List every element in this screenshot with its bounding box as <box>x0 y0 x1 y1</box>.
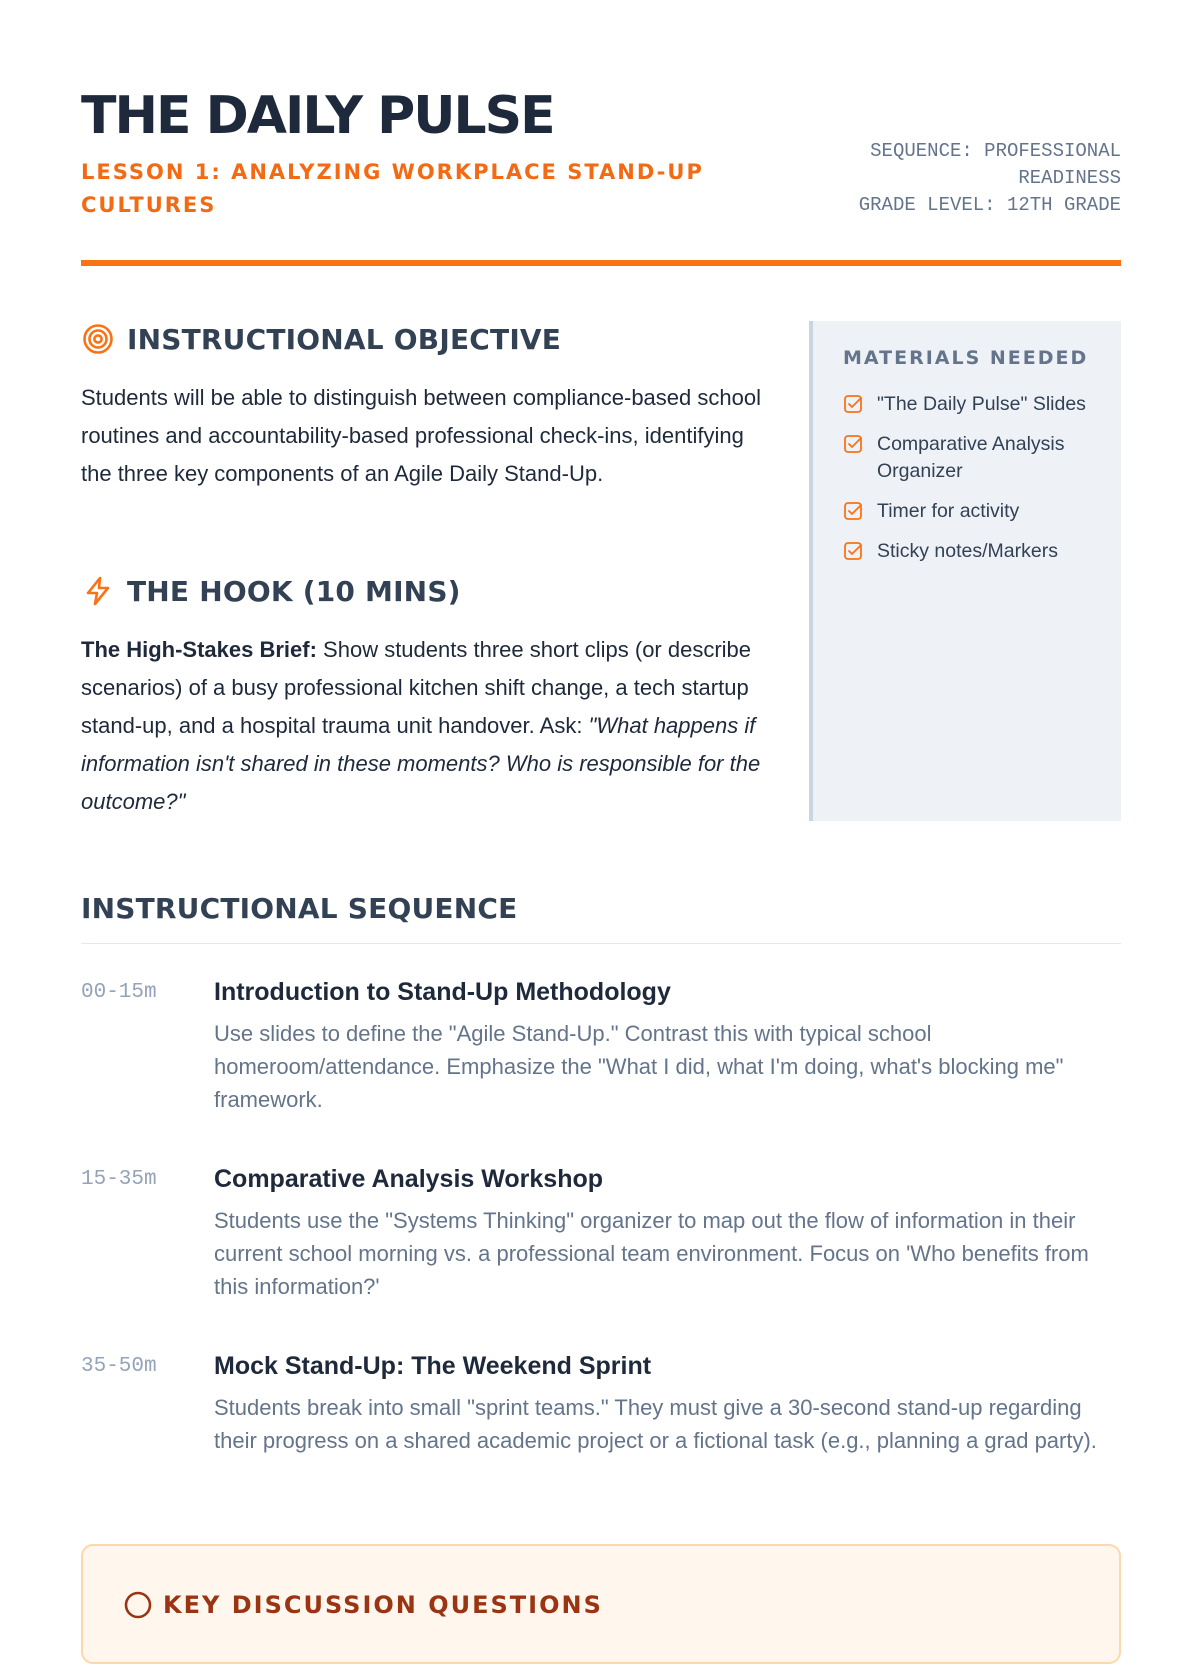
lesson-meta <box>821 138 1121 219</box>
checkbox-icon <box>843 434 863 454</box>
material-item <box>843 538 1121 565</box>
sequence-desc: Students break into small "sprint teams." They must give a 30-second stand-up regarding their progress on a shared academic project or a fictional task (e.g., planning a grad party). <box>214 1395 1097 1453</box>
sequence-title: Comparative Analysis Workshop <box>214 1165 604 1193</box>
sequence-desc: Use slides to define the "Agile Stand-Up." Contrast this with typical school homeroom/attendance. Emphasize the "What I did, what I'm doing, what's blocking me" framework. <box>214 1021 1064 1112</box>
hook-lead: The High-Stakes Brief: <box>81 637 317 662</box>
sequence-title: Mock Stand-Up: The Weekend Sprint <box>214 1352 652 1380</box>
sequence-desc: Students use the "Systems Thinking" organizer to map out the flow of information in their current school morning vs. a professional team environment. Focus on 'Who benefits from this information?' <box>214 1208 1089 1299</box>
objective-heading <box>81 322 561 356</box>
meta-grade: GRADE LEVEL: 12TH GRADE <box>858 194 1121 216</box>
sequence-time: 35-50m <box>81 1355 157 1378</box>
hook-heading-text: THE HOOK (10 MINS) <box>127 574 461 608</box>
sequence-divider <box>81 943 1121 944</box>
page-title: THE DAILY PULSE <box>81 86 554 146</box>
objective-heading-text: INSTRUCTIONAL OBJECTIVE <box>127 322 562 356</box>
sequence-time: 15-35m <box>81 1168 157 1191</box>
lesson-plan-page <box>81 0 1121 1619</box>
hook-text <box>81 631 771 821</box>
hook-quote: "What happens if information isn't shared in these moments? Who is responsible for the outcome?" <box>81 713 761 814</box>
material-label: Timer for activity <box>877 500 1020 522</box>
materials-panel <box>809 321 1121 821</box>
hook-body: Show students three short clips (or describe scenarios) of a busy professional kitchen shift change, a tech startup stand-up, and a hospital trauma unit handover. Ask: <box>81 637 752 738</box>
sequence-title: Introduction to Stand-Up Methodology <box>214 978 671 1006</box>
checkbox-icon <box>843 541 863 561</box>
material-label: "The Daily Pulse" Slides <box>877 393 1086 415</box>
lightning-icon <box>81 574 115 608</box>
checkbox-icon <box>843 501 863 521</box>
target-icon <box>81 322 115 356</box>
header-divider <box>81 260 1121 266</box>
question-icon <box>123 1590 153 1620</box>
sequence-heading: INSTRUCTIONAL SEQUENCE <box>81 892 518 925</box>
sequence-body <box>214 975 1121 1116</box>
discussion-heading-text: KEY DISCUSSION QUESTIONS <box>163 1591 603 1619</box>
sequence-body <box>214 1162 1121 1303</box>
discussion-heading <box>123 1590 603 1620</box>
material-label: Comparative Analysis Organizer <box>877 433 1065 482</box>
material-item <box>843 391 1121 418</box>
hook-heading <box>81 574 461 608</box>
objective-text: Students will be able to distinguish between compliance-based school routines and accountability-based professional check-ins, identifying the three key components of an Agile Daily Stand-Up. <box>81 385 761 486</box>
lesson-subtitle: LESSON 1: ANALYZING WORKPLACE STAND-UP CULTURES <box>81 160 704 217</box>
materials-title: MATERIALS NEEDED <box>843 347 1089 369</box>
meta-sequence: SEQUENCE: PROFESSIONAL READINESS <box>870 140 1121 189</box>
sequence-body <box>214 1349 1121 1457</box>
sequence-time: 00-15m <box>81 981 157 1004</box>
material-item <box>843 498 1121 525</box>
checkbox-icon <box>843 394 863 414</box>
material-item <box>843 431 1121 485</box>
discussion-panel <box>81 1544 1121 1664</box>
material-label: Sticky notes/Markers <box>877 540 1058 562</box>
header <box>81 82 1121 266</box>
